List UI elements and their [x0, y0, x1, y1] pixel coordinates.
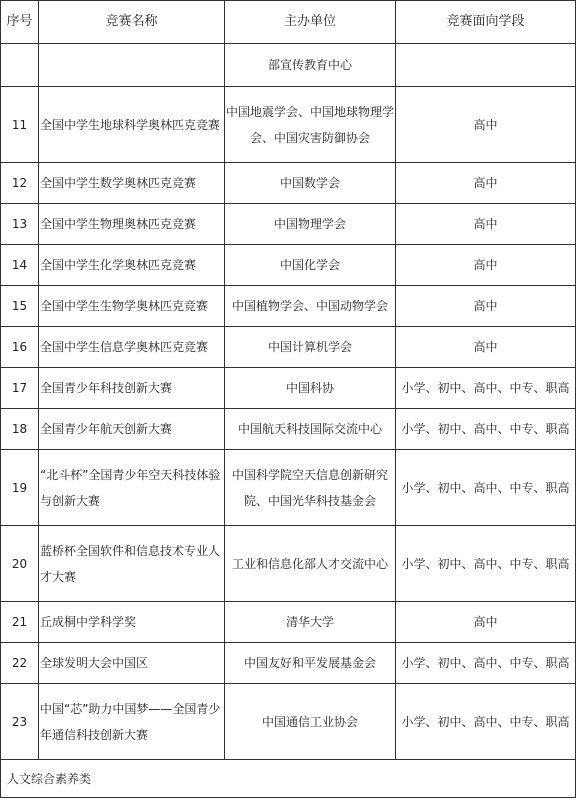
row-org: 中国科协 — [225, 368, 396, 409]
header-org: 主办单位 — [225, 1, 396, 44]
row-name: 全国中学生数学奥林匹克竞赛 — [39, 163, 225, 204]
row-no: 19 — [1, 450, 39, 526]
row-no: 23 — [1, 684, 39, 760]
row-level: 高中 — [396, 163, 576, 204]
table-row — [1, 204, 576, 245]
row-level: 小学、初中、高中、中专、职高 — [396, 409, 576, 450]
row-name: 全国青少年航天创新大赛 — [39, 409, 225, 450]
table-row — [1, 368, 576, 409]
table-row — [1, 327, 576, 368]
row-org: 清华大学 — [225, 602, 396, 643]
row-org: 中国通信工业协会 — [225, 684, 396, 760]
row-level — [396, 44, 576, 87]
row-level: 高中 — [396, 245, 576, 286]
row-name: 丘成桐中学科学奖 — [39, 602, 225, 643]
header-no: 序号 — [1, 1, 39, 44]
row-no: 16 — [1, 327, 39, 368]
row-no: 22 — [1, 643, 39, 684]
table-row — [1, 643, 576, 684]
row-name: 全国中学生生物学奥林匹克竞赛 — [39, 286, 225, 327]
row-org: 工业和信息化部人才交流中心 — [225, 526, 396, 602]
row-level: 高中 — [396, 87, 576, 163]
row-no: 20 — [1, 526, 39, 602]
row-org: 中国地震学会、中国地球物理学会、中国灾害防御协会 — [225, 87, 396, 163]
row-org: 中国物理学会 — [225, 204, 396, 245]
table-row — [1, 450, 576, 526]
category-label: 人文综合素养类 — [1, 760, 576, 798]
table-row — [1, 409, 576, 450]
row-name: “北斗杯”全国青少年空天科技体验与创新大赛 — [39, 450, 225, 526]
table-row — [1, 163, 576, 204]
row-no — [1, 44, 39, 87]
row-no: 17 — [1, 368, 39, 409]
table-row — [1, 286, 576, 327]
row-org: 中国友好和平发展基金会 — [225, 643, 396, 684]
row-no: 18 — [1, 409, 39, 450]
row-level: 高中 — [396, 327, 576, 368]
row-org: 中国化学会 — [225, 245, 396, 286]
row-name: 蓝桥杯全国软件和信息技术专业人才大赛 — [39, 526, 225, 602]
table-row — [1, 245, 576, 286]
row-level: 小学、初中、高中、中专、职高 — [396, 450, 576, 526]
row-org: 中国航天科技国际交流中心 — [225, 409, 396, 450]
table-row — [1, 526, 576, 602]
row-no: 21 — [1, 602, 39, 643]
row-name — [39, 44, 225, 87]
row-no: 12 — [1, 163, 39, 204]
row-name: 全球发明大会中国区 — [39, 643, 225, 684]
table-header-row — [1, 1, 576, 44]
row-name: 全国中学生化学奥林匹克竞赛 — [39, 245, 225, 286]
row-no: 15 — [1, 286, 39, 327]
row-no: 11 — [1, 87, 39, 163]
table-row — [1, 602, 576, 643]
row-name: 全国青少年科技创新大赛 — [39, 368, 225, 409]
row-level: 小学、初中、高中、中专、职高 — [396, 643, 576, 684]
category-row — [1, 760, 576, 798]
row-org: 中国数学会 — [225, 163, 396, 204]
header-level: 竞赛面向学段 — [396, 1, 576, 44]
row-level: 高中 — [396, 204, 576, 245]
table-row — [1, 44, 576, 87]
row-level: 小学、初中、高中、中专、职高 — [396, 684, 576, 760]
table-row — [1, 684, 576, 760]
row-name: 全国中学生地球科学奥林匹克竞赛 — [39, 87, 225, 163]
row-org: 中国计算机学会 — [225, 327, 396, 368]
row-name: 全国中学生信息学奥林匹克竞赛 — [39, 327, 225, 368]
row-no: 13 — [1, 204, 39, 245]
header-name: 竞赛名称 — [39, 1, 225, 44]
row-org: 中国植物学会、中国动物学会 — [225, 286, 396, 327]
row-org: 中国科学院空天信息创新研究院、中国光华科技基金会 — [225, 450, 396, 526]
row-org: 部宣传教育中心 — [225, 44, 396, 87]
row-level: 小学、初中、高中、中专、职高 — [396, 526, 576, 602]
row-level: 高中 — [396, 286, 576, 327]
row-level: 高中 — [396, 602, 576, 643]
row-level: 小学、初中、高中、中专、职高 — [396, 368, 576, 409]
row-name: 全国中学生物理奥林匹克竞赛 — [39, 204, 225, 245]
row-name: 中国“芯”助力中国梦——全国青少年通信科技创新大赛 — [39, 684, 225, 760]
table-row — [1, 87, 576, 163]
row-no: 14 — [1, 245, 39, 286]
